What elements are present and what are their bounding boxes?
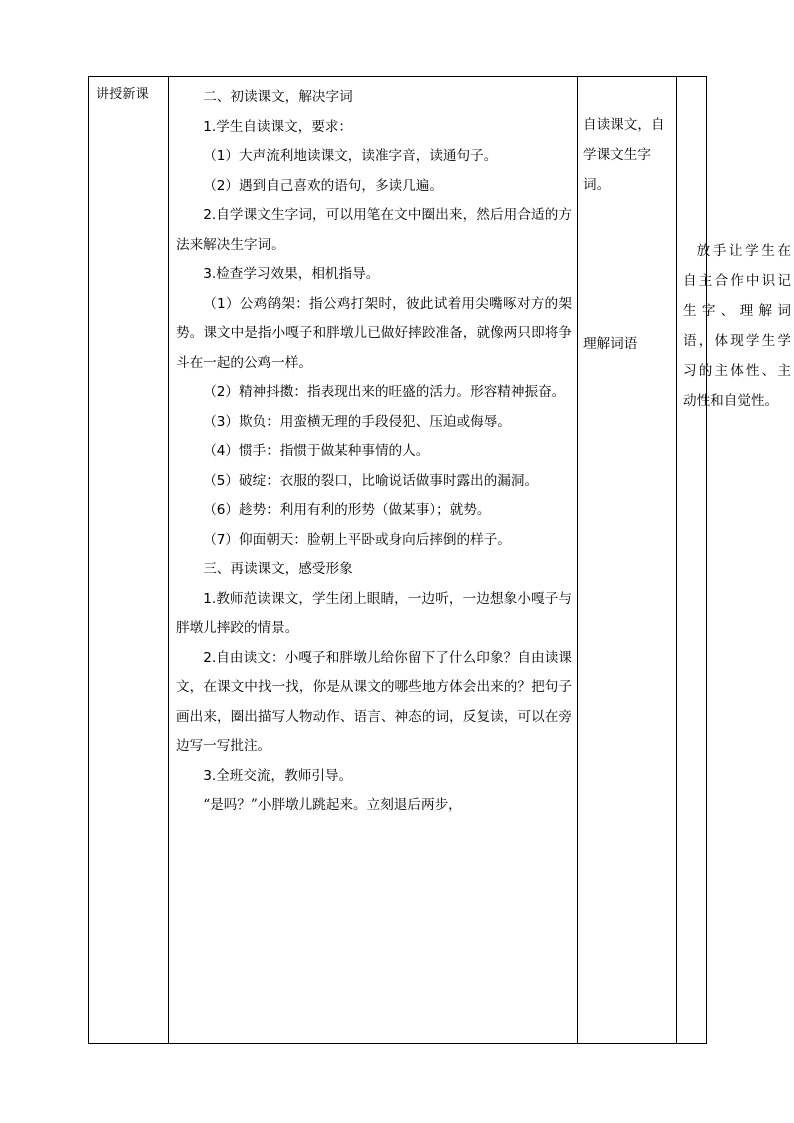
design-intent (683, 236, 791, 416)
teaching-paragraph: （3）欺负：用蛮横无理的手段侵犯、压迫或侮辱。 (203, 413, 511, 430)
teaching-paragraph: 二、初读课文，解决字词 (203, 89, 353, 105)
phase-label: 讲授新课 (96, 87, 149, 102)
design-intent-cell (677, 77, 794, 1043)
student-activity-reading: 自读课文，自学课文生字词。 (583, 117, 665, 193)
teaching-paragraph: 3.检查学习效果，相机指导。 (203, 266, 380, 282)
teaching-process-text (176, 83, 572, 821)
teaching-paragraph: （1）大声流利地读课文，读准字音，读通句子。 (203, 148, 498, 164)
teaching-paragraph: （5）破绽：衣服的裂口，比喻说话做事时露出的漏洞。 (203, 472, 539, 489)
teaching-paragraph: 1.教师范读课文，学生闭上眼睛，一边听，一边想象小嘎子与胖墩儿摔跤的情景。 (176, 590, 572, 636)
teaching-paragraph: （4）惯手：指惯于做某种事情的人。 (203, 443, 430, 459)
teaching-process-cell (169, 77, 578, 1043)
teaching-paragraph: 1.学生自读课文，要求： (203, 118, 353, 135)
teaching-paragraph: 3.全班交流，教师引导。 (203, 767, 353, 784)
design-intent-text: 放手让学生在自主合作中识记生字、理解词语，体现学生学习的主体性、主动性和自觉性。 (683, 243, 791, 409)
lesson-plan-table (88, 76, 791, 1044)
teaching-paragraph: （7）仰面朝天：脸朝上平卧或身向后摔倒的样子。 (203, 531, 511, 548)
teaching-paragraph: “是吗？”小胖墩儿跳起来。立刻退后两步， (203, 797, 462, 813)
phase-cell (89, 77, 169, 1043)
teaching-paragraph: （2）精神抖擞：指表现出来的旺盛的活力。形容精神振奋。 (203, 384, 566, 400)
teaching-paragraph: （2）遇到自己喜欢的语句，多读几遍。 (203, 177, 443, 194)
student-activity-vocabulary: 理解词语 (583, 336, 638, 352)
teaching-paragraph: 2.自由读文：小嘎子和胖墩儿给你留下了什么印象？自由读课文，在课文中找一找，你是从课文的哪些地方体会出来的？把句子画出来，圈出描写人物动作、语言、神态的词，反复读，可以在旁边写一写批注。 (176, 649, 572, 754)
student-activity-cell (578, 77, 677, 1043)
teaching-paragraph: 三、再读课文，感受形象 (203, 561, 353, 577)
teaching-paragraph: （6）趁势：利用有利的形势（做某事）；就势。 (203, 502, 491, 518)
teaching-paragraph: （1）公鸡鹐架：指公鸡打架时，彼此试着用尖嘴啄对方的架势。课文中是指小嘎子和胖墩儿已做好摔跤准备，就像两只即将争斗在一起的公鸡一样。 (176, 295, 572, 371)
teaching-paragraph: 2.自学课文生字词，可以用笔在文中圈出来，然后用合适的方法来解决生字词。 (176, 207, 572, 253)
